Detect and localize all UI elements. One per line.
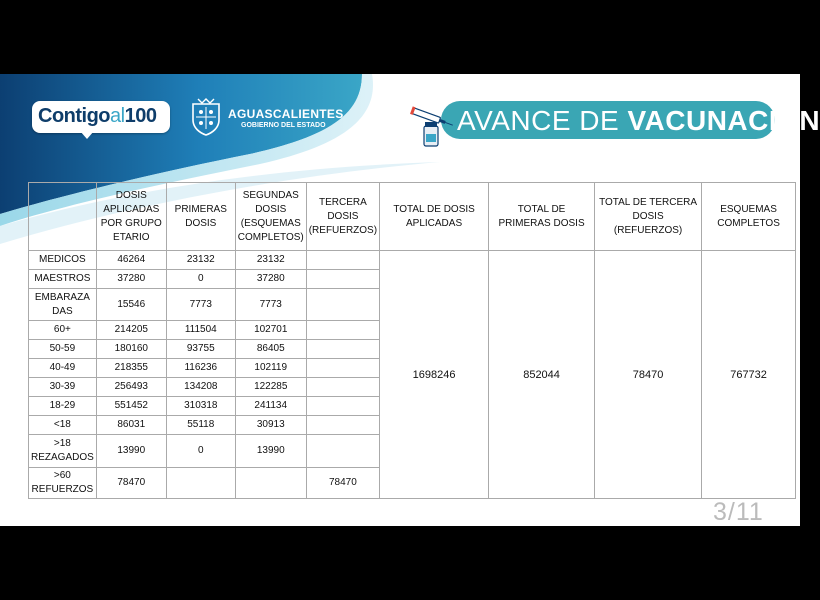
segundas-cell: 102701 bbox=[235, 321, 306, 340]
primeras-cell: 55118 bbox=[166, 416, 235, 435]
group-cell: 60+ bbox=[29, 321, 97, 340]
header-cell: DOSIS APLICADAS POR GRUPO ETARIO bbox=[96, 183, 166, 251]
aplicadas-cell: 551452 bbox=[96, 397, 166, 416]
primeras-cell: 0 bbox=[166, 270, 235, 289]
tercera-cell bbox=[306, 435, 379, 468]
page-indicator: 3/11 bbox=[713, 498, 764, 526]
group-cell: MAESTROS bbox=[29, 270, 97, 289]
tercera-cell bbox=[306, 289, 379, 321]
table-row bbox=[29, 251, 796, 270]
group-cell: >60 REFUERZOS bbox=[29, 468, 97, 499]
segundas-cell: 122285 bbox=[235, 378, 306, 397]
logo-text: Contigoal100 bbox=[38, 105, 157, 127]
primeras-cell: 93755 bbox=[166, 340, 235, 359]
group-cell: <18 bbox=[29, 416, 97, 435]
segundas-cell: 30913 bbox=[235, 416, 306, 435]
segundas-cell: 86405 bbox=[235, 340, 306, 359]
segundas-cell: 37280 bbox=[235, 270, 306, 289]
government-subtitle: GOBIERNO DEL ESTADO bbox=[241, 122, 326, 129]
segundas-cell: 102119 bbox=[235, 359, 306, 378]
contigo-al-100-logo bbox=[32, 101, 170, 133]
state-emblem-icon bbox=[190, 98, 222, 136]
primeras-cell bbox=[166, 468, 235, 499]
primeras-cell: 111504 bbox=[166, 321, 235, 340]
group-cell: >18 REZAGADOS bbox=[29, 435, 97, 468]
group-cell: EMBARAZA DAS bbox=[29, 289, 97, 321]
tercera-cell bbox=[306, 397, 379, 416]
aplicadas-cell: 78470 bbox=[96, 468, 166, 499]
primeras-cell: 7773 bbox=[166, 289, 235, 321]
segundas-cell: 7773 bbox=[235, 289, 306, 321]
header-cell: SEGUNDAS DOSIS (ESQUEMAS COMPLETOS) bbox=[235, 183, 306, 251]
banner-title: AVANCE DE VACUNACIÓN bbox=[457, 105, 820, 136]
tercera-cell: 78470 bbox=[306, 468, 379, 499]
aplicadas-cell: 15546 bbox=[96, 289, 166, 321]
aplicadas-cell: 256493 bbox=[96, 378, 166, 397]
tercera-cell bbox=[306, 270, 379, 289]
header-cell: TERCERA DOSIS (REFUERZOS) bbox=[306, 183, 379, 251]
tercera-cell bbox=[306, 340, 379, 359]
header-cell: PRIMERAS DOSIS bbox=[166, 183, 235, 251]
aplicadas-cell: 37280 bbox=[96, 270, 166, 289]
vaccine-syringe-icon bbox=[410, 110, 456, 148]
aplicadas-cell: 86031 bbox=[96, 416, 166, 435]
total-dosis-aplicadas: 1698246 bbox=[380, 251, 489, 499]
table-header-row bbox=[29, 183, 796, 251]
tercera-cell bbox=[306, 251, 379, 270]
tercera-cell bbox=[306, 378, 379, 397]
header-cell: ESQUEMAS COMPLETOS bbox=[702, 183, 796, 251]
group-cell: 18-29 bbox=[29, 397, 97, 416]
aplicadas-cell: 180160 bbox=[96, 340, 166, 359]
segundas-cell: 23132 bbox=[235, 251, 306, 270]
primeras-cell: 134208 bbox=[166, 378, 235, 397]
esquemas-completos: 767732 bbox=[702, 251, 796, 499]
primeras-cell: 23132 bbox=[166, 251, 235, 270]
total-primeras-dosis: 852044 bbox=[489, 251, 595, 499]
header-cell: TOTAL DE DOSIS APLICADAS bbox=[380, 183, 489, 251]
group-cell: 30-39 bbox=[29, 378, 97, 397]
header-cell bbox=[29, 183, 97, 251]
primeras-cell: 116236 bbox=[166, 359, 235, 378]
total-tercera-dosis: 78470 bbox=[595, 251, 702, 499]
segundas-cell: 241134 bbox=[235, 397, 306, 416]
primeras-cell: 310318 bbox=[166, 397, 235, 416]
aplicadas-cell: 13990 bbox=[96, 435, 166, 468]
government-name: AGUASCALIENTES bbox=[228, 107, 344, 121]
aplicadas-cell: 214205 bbox=[96, 321, 166, 340]
aplicadas-cell: 218355 bbox=[96, 359, 166, 378]
presentation-slide bbox=[0, 74, 820, 526]
vaccination-table bbox=[28, 182, 796, 499]
segundas-cell: 13990 bbox=[235, 435, 306, 468]
header-cell: TOTAL DE TERCERA DOSIS (REFUERZOS) bbox=[595, 183, 702, 251]
group-cell: MEDICOS bbox=[29, 251, 97, 270]
avance-vacunacion-banner bbox=[441, 101, 820, 139]
tercera-cell bbox=[306, 321, 379, 340]
segundas-cell bbox=[235, 468, 306, 499]
primeras-cell: 0 bbox=[166, 435, 235, 468]
tercera-cell bbox=[306, 359, 379, 378]
group-cell: 50-59 bbox=[29, 340, 97, 359]
aplicadas-cell: 46264 bbox=[96, 251, 166, 270]
tercera-cell bbox=[306, 416, 379, 435]
header-cell: TOTAL DE PRIMERAS DOSIS bbox=[489, 183, 595, 251]
group-cell: 40-49 bbox=[29, 359, 97, 378]
